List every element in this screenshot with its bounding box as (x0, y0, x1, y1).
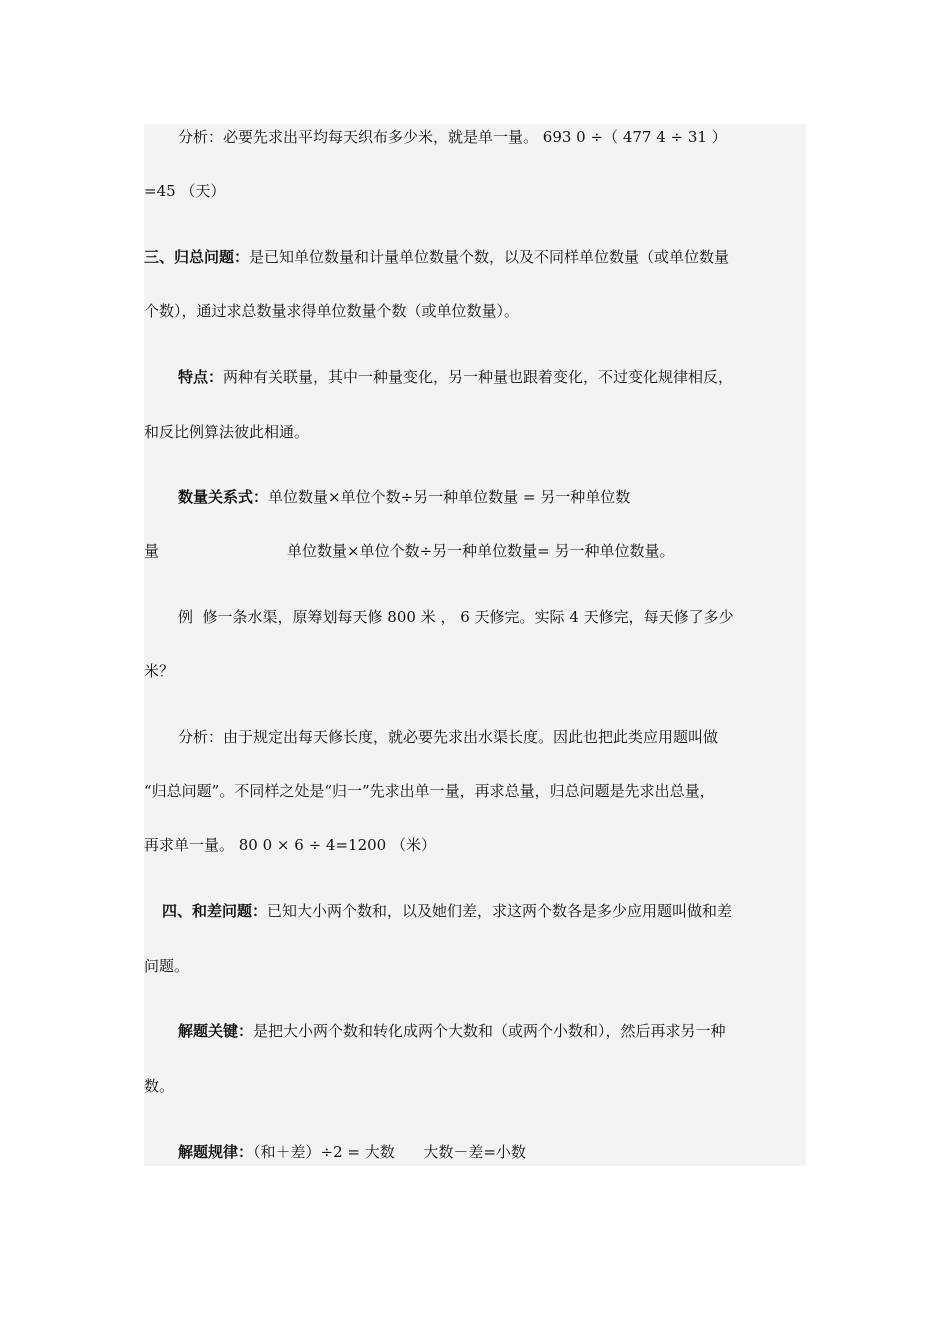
analysis2-line-3: 再求单一量。 80 0 × 6 ÷ 4=1200 （米） (144, 836, 436, 854)
rule-line (178, 1142, 526, 1162)
analysis-line-1: 分析：必要先求出平均每天织布多少米，就是单一量。 693 0 ÷（ 477 4 ÷ 31 ） (178, 128, 727, 146)
section-4-heading: 四、和差问题： (162, 902, 268, 920)
example-line-1: 例 修一条水渠，原筹划每天修 800 米 ， 6 天修完。实际 4 天修完，每天修了多少 (178, 608, 734, 626)
key-line-2: 数。 (144, 1077, 175, 1095)
formula-line-1 (178, 487, 630, 507)
section-4-text: 已知大小两个数和，以及她们差，求这两个数各是多少应用题叫做和差 (267, 902, 733, 920)
section-3-heading: 三、归总问题： (144, 248, 250, 266)
key-line-1 (178, 1021, 726, 1041)
formula-line-2a: 量 (144, 542, 160, 560)
feature-text: 两种有关联量，其中一种量变化，另一种量也跟着变化，不过变化规律相反， (223, 368, 734, 386)
section-4-line-2: 问题。 (144, 957, 190, 975)
analysis-line-2: =45 （天） (144, 182, 226, 200)
key-heading: 解题关键： (178, 1022, 254, 1040)
formula-text: 单位数量×单位个数÷另一种单位数量 = 另一种单位数 (268, 488, 631, 506)
key-text: 是把大小两个数和转化成两个大数和（或两个小数和），然后再求另一种 (253, 1022, 726, 1040)
section-4-line-1 (162, 901, 732, 921)
example-line-2: 米？ (144, 662, 175, 680)
section-3-line-1 (144, 247, 729, 267)
analysis2-line-2: “归总问题”。不同样之处是“归一”先求出单一量，再求总量，归总问题是先求出总量， (144, 782, 715, 800)
section-3-text: 是已知单位数量和计量单位数量个数，以及不同样单位数量（或单位数量 (249, 248, 730, 266)
feature-heading: 特点： (178, 368, 224, 386)
rule-text: （和＋差）÷2 = 大数 大数－差=小数 (253, 1143, 526, 1161)
section-3-line-2: 个数），通过求总数量求得单位数量个数（或单位数量）。 (144, 302, 520, 320)
document-background (144, 124, 806, 1166)
rule-heading: 解题规律： (178, 1143, 254, 1161)
feature-line-2: 和反比例算法彼此相通。 (144, 423, 310, 441)
feature-line-1 (178, 367, 733, 387)
analysis2-line-1: 分析：由于规定出每天修长度，就必要先求出水渠长度。因此也把此类应用题叫做 (178, 728, 719, 746)
formula-line-2b: 单位数量×单位个数÷另一种单位数量= 另一种单位数量。 (287, 542, 675, 560)
formula-heading: 数量关系式： (178, 488, 269, 506)
